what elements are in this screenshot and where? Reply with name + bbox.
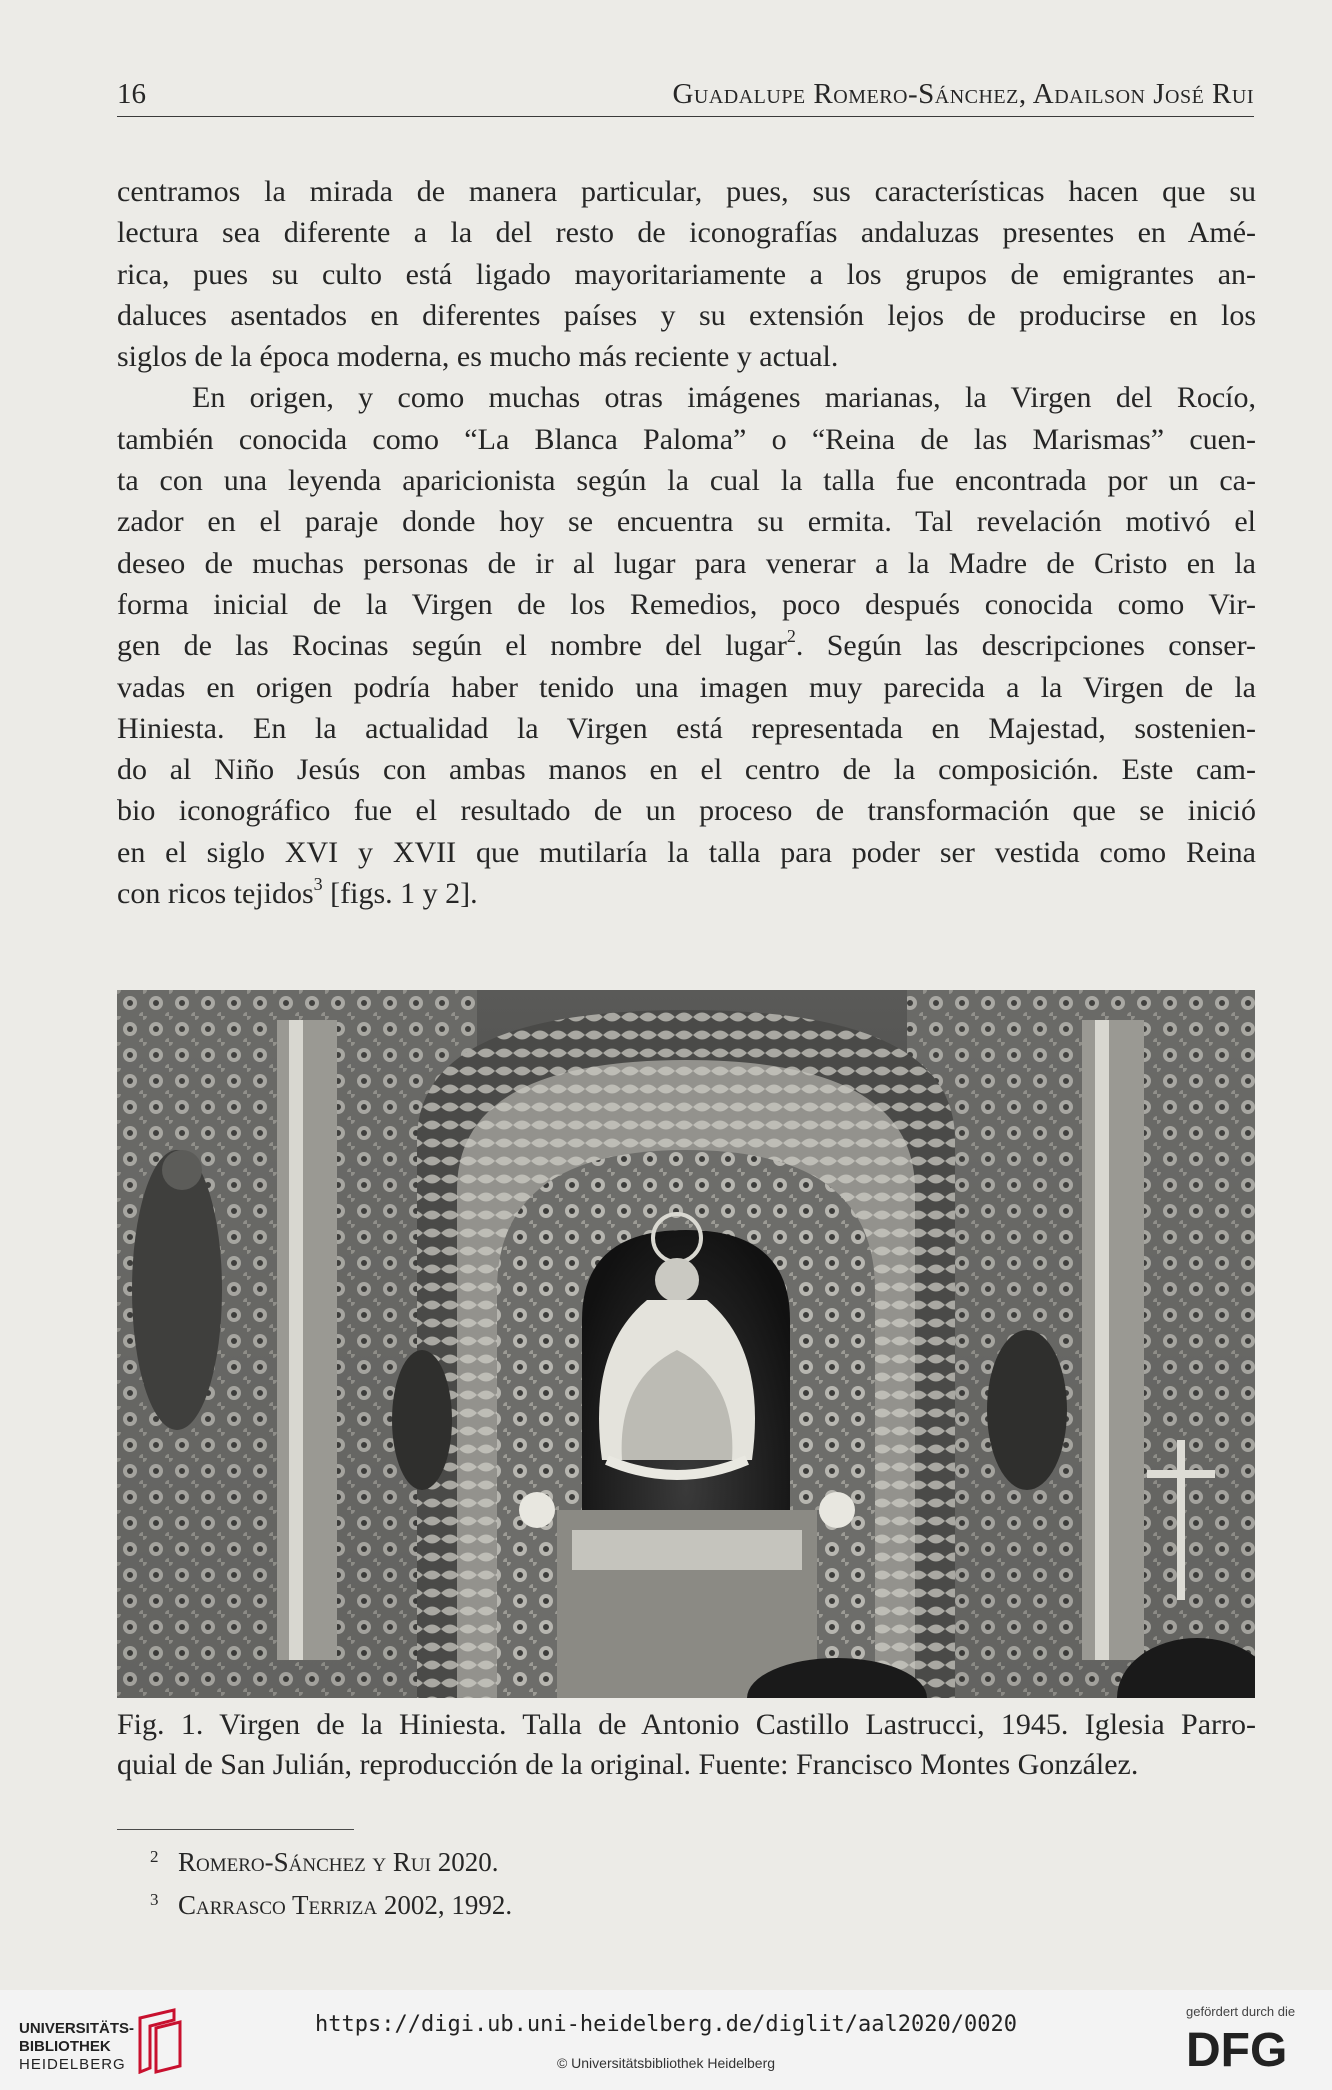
text-line: vadas en origen podría haber tenido una imagen muy parecida a la Virgen de la xyxy=(117,670,1256,704)
library-line: BIBLIOTHEK xyxy=(19,2038,111,2055)
figure-caption xyxy=(117,1705,1256,1785)
paragraph-2 xyxy=(117,377,1256,914)
footnote-number: 3 xyxy=(150,1890,159,1909)
permalink-url[interactable]: https://digi.ub.uni-heidelberg.de/diglit/aal2020/0020 xyxy=(315,2012,1017,2037)
running-header xyxy=(117,74,1254,117)
text-line: Hiniesta. En la actualidad la Virgen está representada en Majestad, sostenien- xyxy=(117,711,1256,745)
footnote-item xyxy=(150,1881,512,1924)
copyright-notice: © Universitätsbibliothek Heidelberg xyxy=(556,2055,776,2071)
text-segment: . Según las descripciones conser- xyxy=(795,629,1256,663)
altarpiece-photo-illustration xyxy=(117,990,1255,1698)
text-line: ta con una leyenda aparicionista según la cual la talla fue encontrada por un ca- xyxy=(117,464,1256,498)
text-line: también conocida como “La Blanca Paloma” o “Reina de las Marismas” cuen- xyxy=(117,422,1256,456)
footnote-separator xyxy=(117,1829,354,1830)
caption-line: Fig. 1. Virgen de la Hiniesta. Talla de Antonio Castillo Lastrucci, 1945. Iglesia Parro- xyxy=(117,1708,1256,1741)
text-line: deseo de muchas personas de ir al lugar para venerar a la Madre de Cristo en la xyxy=(117,546,1256,580)
text-line: daluces asentados en diferentes países y su extensión lejos de producirse en los xyxy=(117,298,1256,332)
text-line-with-footnote xyxy=(117,873,1256,914)
funding-label: gefördert durch die xyxy=(1186,2004,1296,2019)
text-line: bio iconográfico fue el resultado de un proceso de transformación que se inició xyxy=(117,794,1256,828)
text-line: lectura sea diferente a la del resto de iconografías andaluzas presentes en Amé- xyxy=(117,216,1256,250)
paragraph-1 xyxy=(117,171,1256,377)
text-line: en el siglo XVI y XVII que mutilaría la talla para poder ser vestida como Reina xyxy=(117,835,1256,869)
footnote-text: 2002, 1992. xyxy=(377,1890,513,1920)
text-segment: [figs. 1 y 2]. xyxy=(322,877,478,911)
footnote-author: Carrasco Terriza xyxy=(178,1890,378,1920)
footnotes xyxy=(150,1838,512,1924)
library-line: UNIVERSITÄTS- xyxy=(19,2020,135,2037)
text-line: siglos de la época moderna, es mucho más reciente y actual. xyxy=(117,340,839,374)
text-line: do al Niño Jesús con ambas manos en el centro de la composición. Este cam- xyxy=(117,753,1256,787)
figure-photo-altarpiece xyxy=(117,990,1255,1698)
footnote-number: 2 xyxy=(150,1847,159,1866)
caption-line: quial de San Julián, reproducción de la original. Fuente: Francisco Montes González. xyxy=(117,1748,1139,1781)
text-line: En origen, y como muchas otras imágenes marianas, la Virgen del Rocío, xyxy=(192,381,1256,415)
footnote-ref-3[interactable]: 3 xyxy=(313,874,323,895)
text-line: forma inicial de la Virgen de los Remedios, poco después conocida como Vir- xyxy=(117,587,1256,621)
text-segment: gen de las Rocinas según el nombre del lugar xyxy=(117,629,787,663)
page-number: 16 xyxy=(117,78,146,110)
dfg-logo-icon xyxy=(1186,2024,1314,2072)
text-line: zador en el paraje donde hoy se encuentra su ermita. Tal revelación motivó el xyxy=(117,505,1256,539)
footnote-ref-2[interactable]: 2 xyxy=(786,626,796,647)
running-header-authors: Guadalupe Romero-Sánchez, Adailson José Rui xyxy=(672,78,1254,110)
text-segment: con ricos tejidos xyxy=(117,877,314,911)
footnote-item xyxy=(150,1838,512,1881)
text-line-with-footnote xyxy=(117,625,1256,666)
text-line: rica, pues su culto está ligado mayoritariamente a los grupos de emigrantes an- xyxy=(117,257,1256,291)
footnote-text: 2020. xyxy=(430,1847,499,1877)
footnote-author: Romero-Sánchez y Rui xyxy=(178,1847,431,1877)
library-line: HEIDELBERG xyxy=(19,2056,126,2073)
text-line: centramos la mirada de manera particular, pues, sus características hacen que su xyxy=(117,175,1256,208)
dfg-logo-text: DFG xyxy=(1186,2024,1288,2072)
body-text xyxy=(117,171,1256,914)
digitization-footer xyxy=(0,1990,1332,2090)
